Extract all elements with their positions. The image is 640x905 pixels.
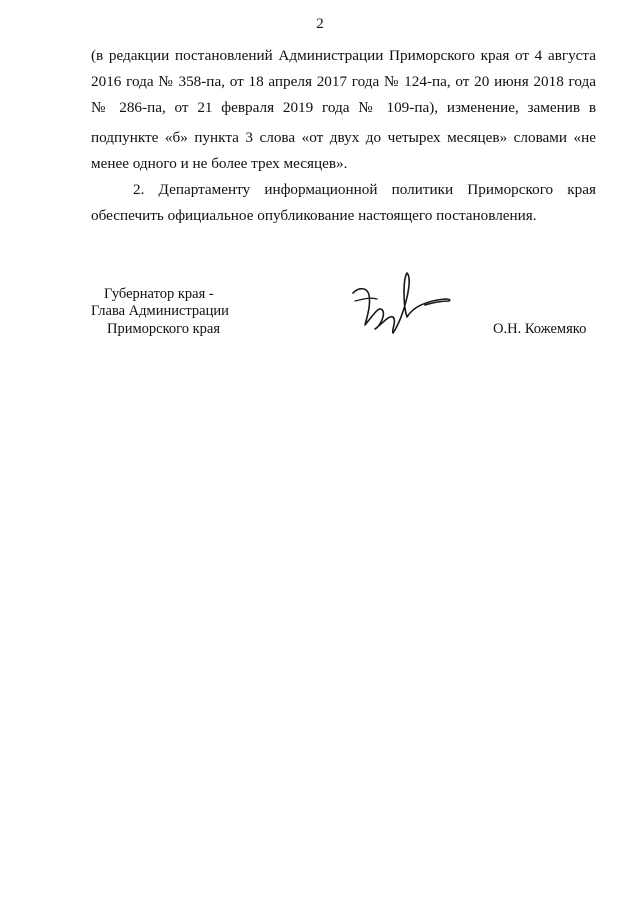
page-number: 2: [316, 16, 324, 32]
signer-title-line-3: Приморского края: [107, 321, 221, 337]
body-line-5: менее одного и не более трех месяцев».: [91, 155, 348, 172]
body-line-4: подпункте «б» пункта 3 слова «от двух до четырех месяцев» словами «не: [91, 129, 596, 146]
body-line-1: (в редакции постановлений Администрации Приморского края от 4 августа: [91, 47, 596, 64]
signer-name: О.Н. Кожемяко: [493, 321, 587, 337]
handwritten-signature-icon: [345, 265, 455, 340]
body-line-3: № 286-па, от 21 февраля 2019 года № 109-па), изменение, заменив в: [91, 99, 596, 116]
signer-title-line-2: Глава Администрации: [91, 303, 229, 319]
signer-title-line-1: Губернатор края -: [104, 286, 214, 302]
paragraph-2-line-2: обеспечить официальное опубликование настоящего постановления.: [91, 207, 537, 224]
body-line-2: 2016 года № 358-па, от 18 апреля 2017 года № 124-па, от 20 июня 2018 года: [91, 73, 596, 90]
paragraph-2-line-1: 2. Департаменту информационной политики Приморского края: [133, 181, 596, 198]
